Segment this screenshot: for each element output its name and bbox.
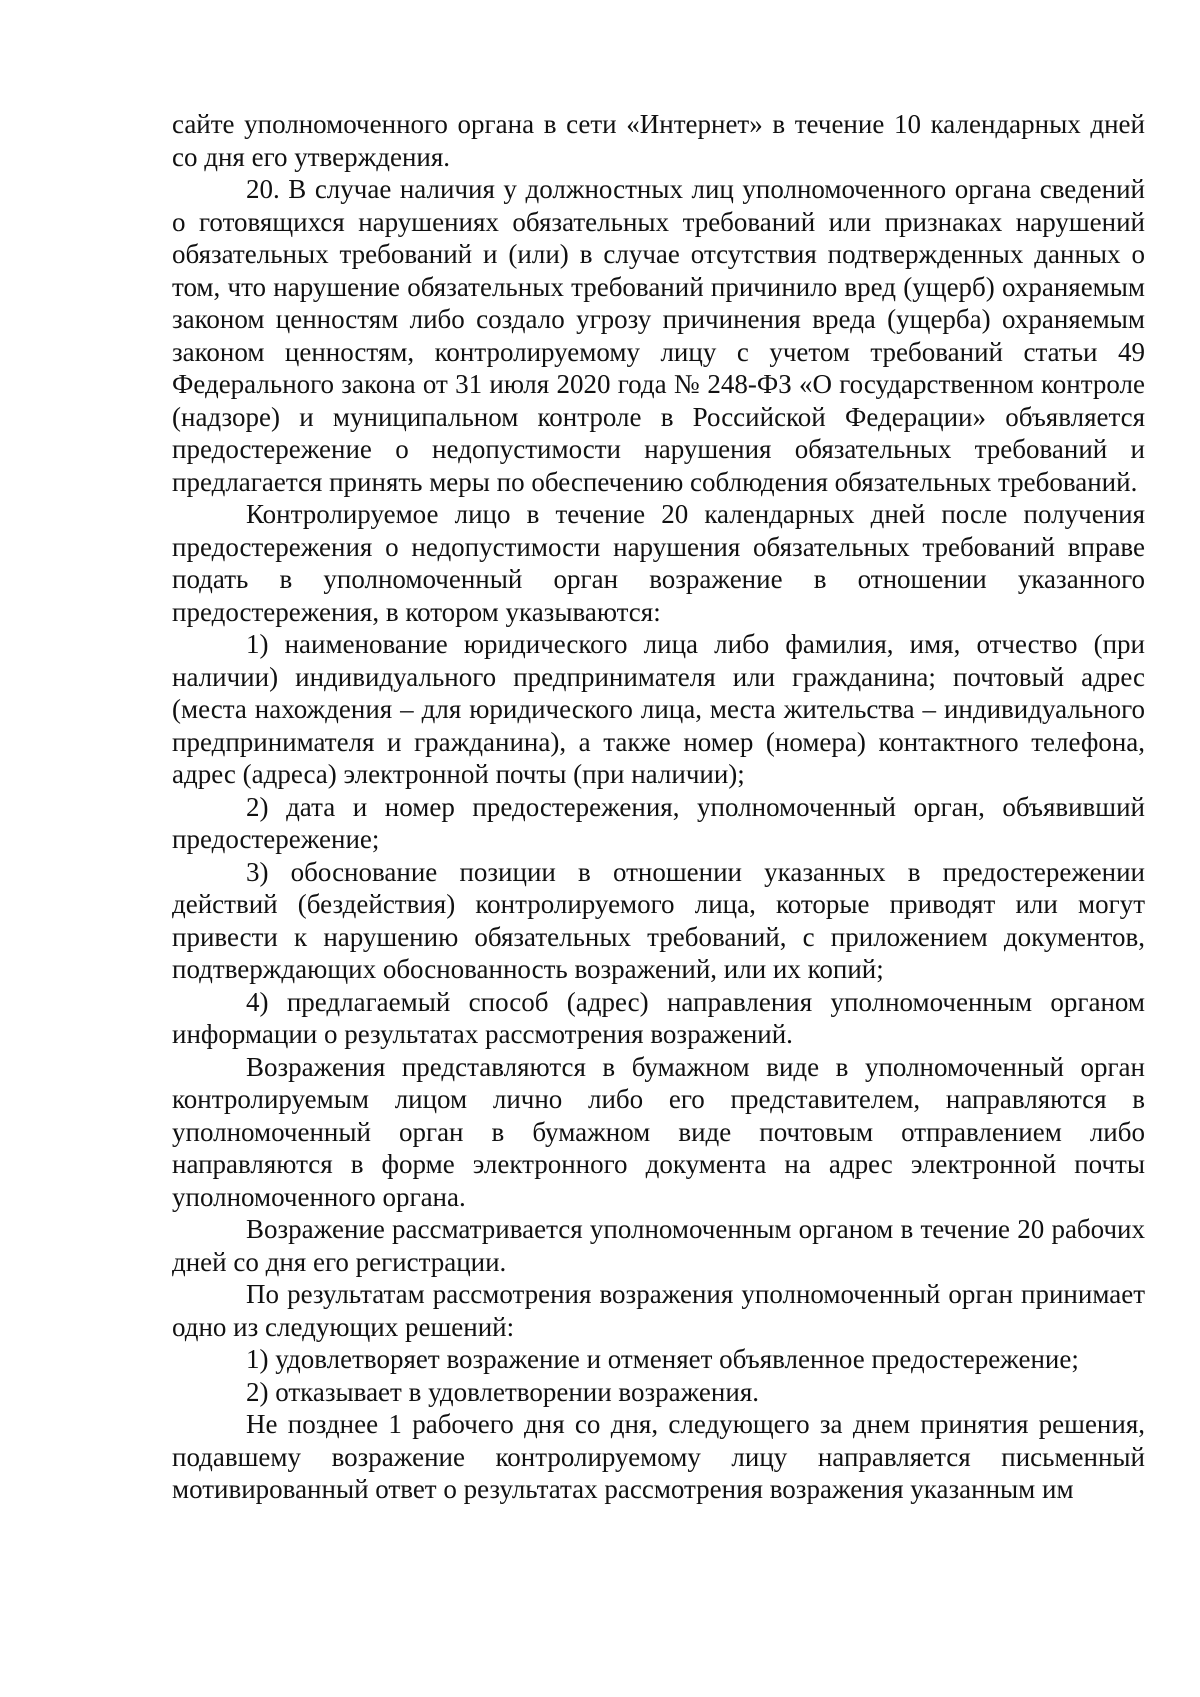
paragraph-objection-submission: Возражения представляются в бумажном виде в уполномоченный орган контролируемым лицом лично либо его представителем, направляются в уполномоченный орган в бумажном виде почтовым отправлением либо направляются в форме электронного документа на адрес электронной почты уполномоченного органа. (172, 1051, 1145, 1212)
list-item-decision-1: 1) удовлетворяет возражение и отменяет объявленное предостережение; (246, 1344, 1079, 1374)
list-item-objection-3: 3) обоснование позиции в отношении указанных в предостережении действий (бездействия) контролируемого лица, которые приводят или могут привести к нарушению обязательных требований, с приложением документов, подтверждающих обоснованность возражений, или их копий; (172, 856, 1145, 984)
list-item-objection-4: 4) предлагаемый способ (адрес) направления уполномоченным органом информации о результатах рассмотрения возражений. (172, 986, 1145, 1049)
document-body (172, 108, 1145, 1506)
paragraph-item-20-warning: 20. В случае наличия у должностных лиц уполномоченного органа сведений о готовящихся нарушениях обязательных требований или признаках нарушений обязательных требований и (или) в случае отсутствия подтвержденных данных о том, что нарушение обязательных требований причинило вред (ущерб) охраняемым законом ценностям либо создало угрозу причинения вреда (ущерба) охраняемым законом ценностям, контролируемому лицу с учетом требований статьи 49 Федерального закона от 31 июля 2020 года № 248-ФЗ «О государственном контроле (надзоре) и муниципальном контроле в Российской Федерации» объявляется предостережение о недопустимости нарушения обязательных требований и предлагается принять меры по обеспечению соблюдения обязательных требований. (172, 174, 1145, 497)
paragraph-publication-deadline: сайте уполномоченного органа в сети «Интернет» в течение 10 календарных дней со дня его утверждения. (172, 109, 1145, 172)
list-item-decision-2: 2) отказывает в удовлетворении возражения. (246, 1376, 759, 1407)
paragraph-response-deadline: Не позднее 1 рабочего дня со дня, следующего за днем принятия решения, подавшему возражение контролируемому лицу направляется письменный мотивированный ответ о результатах рассмотрения возражения указанным им (172, 1409, 1145, 1504)
paragraph-review-decisions: По результатам рассмотрения возражения уполномоченный орган принимает одно из следующих решений: (172, 1279, 1145, 1342)
list-item-objection-2: 2) дата и номер предостережения, уполномоченный орган, объявивший предостережение; (172, 791, 1145, 854)
paragraph-objection-right: Контролируемое лицо в течение 20 календарных дней после получения предостережения о недопустимости нарушения обязательных требований вправе подать в уполномоченный орган возражение в отношении указанного предостережения, в котором указываются: (172, 499, 1145, 627)
list-item-objection-1: 1) наименование юридического лица либо фамилия, имя, отчество (при наличии) индивидуального предпринимателя или гражданина; почтовый адрес (места нахождения – для юридического лица, места жительства – индивидуального предпринимателя и гражданина), а также номер (номера) контактного телефона, адрес (адреса) электронной почты (при наличии); (172, 629, 1145, 789)
paragraph-objection-review-period: Возражение рассматривается уполномоченным органом в течение 20 рабочих дней со дня его регистрации. (172, 1214, 1145, 1277)
